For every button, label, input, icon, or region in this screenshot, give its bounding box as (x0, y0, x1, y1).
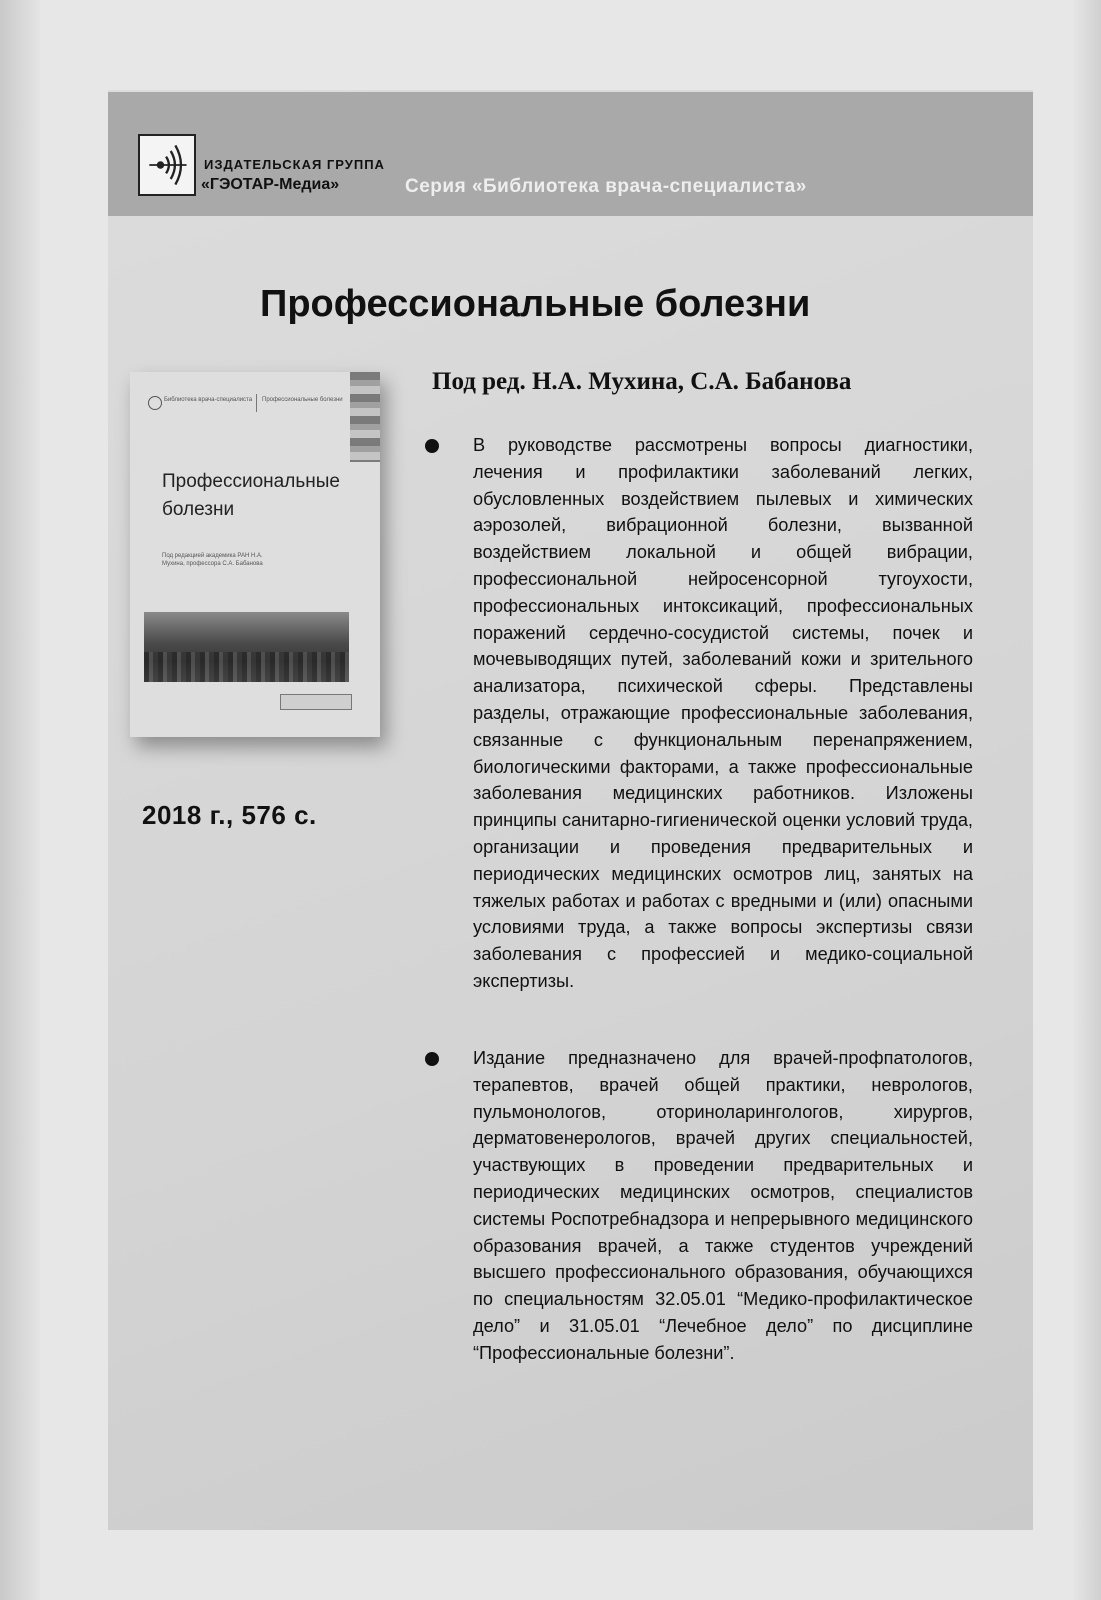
cover-stripes (350, 372, 380, 462)
description-item (425, 1045, 973, 1367)
bullet-icon (425, 439, 439, 453)
description-text: Издание предназначено для врачей-профпатологов, терапевтов, врачей общей практики, неврологов, пульмонологов, оториноларингологов, хирургов, дерматовенерологов, врачей других специальностей, участвующих в проведении предварительных и периодических медицинских осмотров, специалистов системы Роспотребнадзора и непрерывного медицинского образования врачей, а также студентов учреждений высшего профессионального образования, обучающихся по специальностям 32.05.01 “Медико-профилактическое дело” и 31.05.01 “Лечебное дело” по дисциплине “Профессиональные болезни”. (473, 1048, 973, 1363)
book-cover-image (130, 372, 380, 737)
cover-title: Профессиональные болезни (162, 471, 340, 520)
cover-logo-icon (148, 396, 162, 410)
publisher-group-label: ИЗДАТЕЛЬСКАЯ ГРУППА (204, 157, 385, 172)
page-binding-edge (0, 0, 40, 1600)
description-item (425, 432, 973, 995)
cover-series-label: Библиотека врача-специалиста (164, 397, 253, 403)
series-title: Серия «Библиотека врача-специалиста» (405, 176, 807, 197)
publisher-name: «ГЭОТАР-Медиа» (201, 176, 340, 193)
cover-divider (256, 394, 257, 412)
description-text: В руководстве рассмотрены вопросы диагностики, лечения и профилактики заболеваний легких, обусловленных воздействием пылевых и химических аэрозолей, вибрационной болезни, вызванной воздействием локальной и общей вибрации, профессиональной нейросенсорной тугоухости, профессиональных интоксикаций, профессиональных поражений сердечно-сосудистой системы, почек и мочевыводящих путей, заболеваний кожи и зрительного анализатора, психической сферы. Представлены разделы, отражающие профессиональные заболевания, связанные с функциональным перенапряжением, биологическими факторами, а также профессиональные заболевания медицинских работников. Изложены принципы санитарно-гигиенической оценки условий труда, организации и проведения предварительных и периодических медицинских осмотров лиц, занятых на тяжелых работах и работах с вредными и (или) опасными условиями труда, а также вопросы экспертизы связи заболевания с профессией и медико-социальной экспертизы. (473, 435, 973, 991)
cover-publisher-logo-icon (280, 694, 352, 710)
cover-photo (144, 612, 349, 682)
bullet-icon (425, 1052, 439, 1066)
book-title: Профессиональные болезни (260, 283, 811, 325)
page-right-edge (1071, 0, 1101, 1600)
year-and-pages: 2018 г., 576 с. (142, 800, 317, 830)
cover-editors: Под редакцией академика РАН Н.А. Мухина, профессора С.А. Бабанова (162, 553, 263, 567)
cover-topic-label: Профессиональные болезни (262, 397, 343, 403)
book-authors: Под ред. Н.А. Мухина, С.А. Бабанова (432, 368, 852, 395)
geotar-logo-icon (138, 134, 196, 196)
